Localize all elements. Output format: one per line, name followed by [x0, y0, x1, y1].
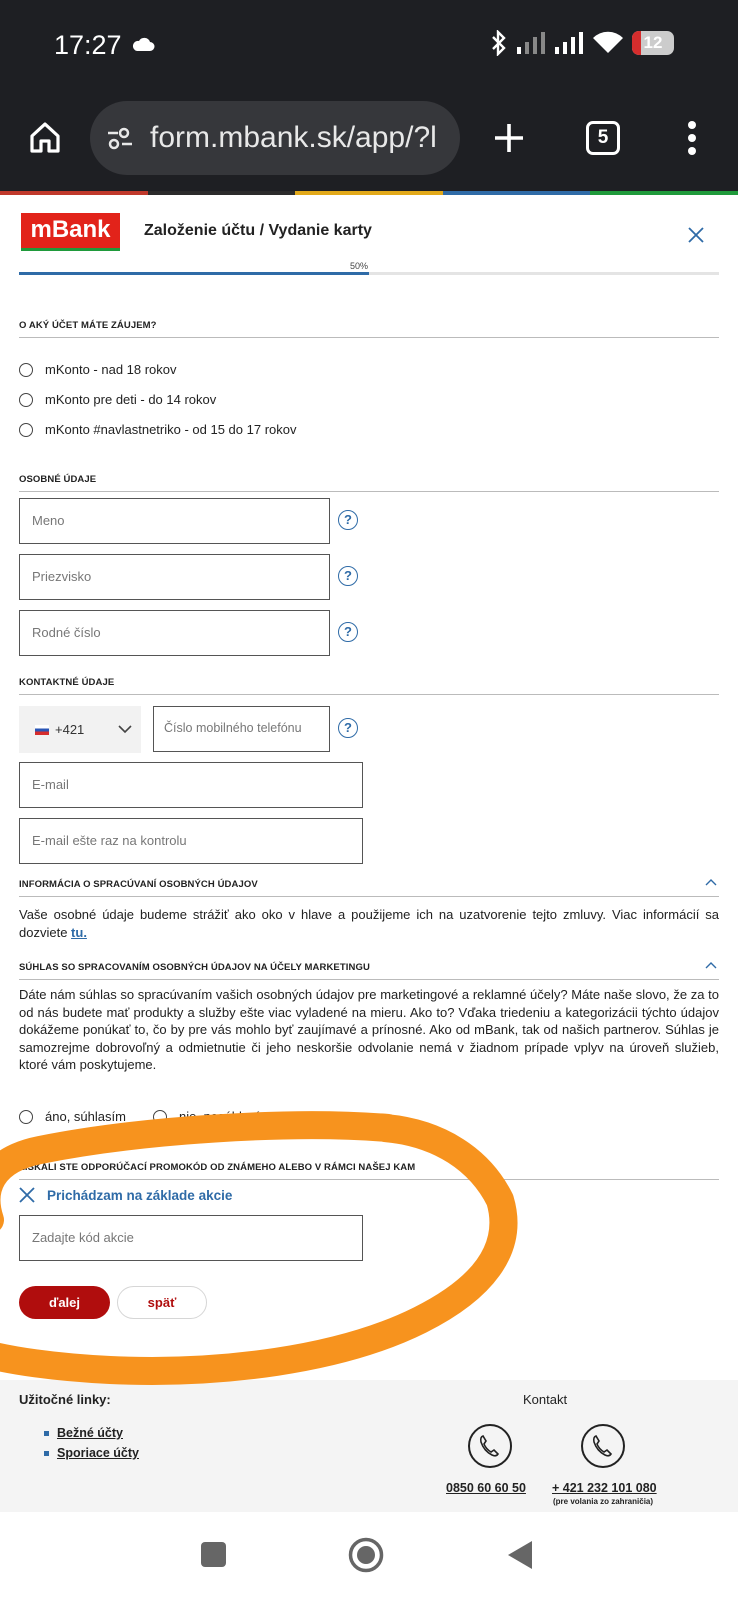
radio-button[interactable] — [19, 423, 33, 437]
status-bar — [0, 0, 738, 92]
chevron-up-icon[interactable] — [705, 878, 717, 886]
address-bar[interactable] — [90, 101, 460, 175]
home-button-icon[interactable] — [348, 1537, 384, 1573]
next-button[interactable]: ďalej — [19, 1286, 110, 1319]
contact-section-heading: KONTAKTNÉ ÚDAJE — [19, 677, 719, 695]
radio-button[interactable] — [153, 1110, 167, 1124]
phone-number-domestic[interactable]: 0850 60 60 50 — [446, 1481, 526, 1495]
first-name-input[interactable]: Meno — [19, 498, 330, 544]
marketing-consent-yes[interactable]: áno, súhlasím — [19, 1109, 126, 1124]
radio-option-teen[interactable]: mKonto #navlastnetriko - od 15 do 17 rokov — [19, 422, 296, 437]
cloud-icon — [131, 36, 155, 52]
new-tab-icon[interactable] — [493, 122, 525, 154]
phone-icon[interactable] — [468, 1424, 512, 1468]
email-confirm-input[interactable]: E-mail ešte raz na kontrolu — [19, 818, 363, 864]
phone-abroad-note: (pre volania zo zahraničia) — [553, 1497, 654, 1506]
radio-option-kids[interactable]: mKonto pre deti - do 14 rokov — [19, 392, 216, 407]
marketing-consent-no[interactable]: nie, nesúhlasím — [153, 1109, 270, 1124]
phone-prefix-select[interactable]: +421 — [19, 706, 141, 753]
signal-icon-2 — [554, 31, 584, 55]
close-icon[interactable] — [688, 227, 704, 243]
progress-fill — [19, 272, 369, 275]
help-icon[interactable]: ? — [338, 566, 358, 586]
phone-number-abroad[interactable]: + 421 232 101 080 — [552, 1481, 657, 1495]
useful-links-heading: Užitočné linky: — [19, 1392, 111, 1407]
personal-section-heading: OSOBNÉ ÚDAJE — [19, 474, 719, 492]
contact-heading: Kontakt — [523, 1392, 568, 1407]
site-settings-icon[interactable] — [106, 126, 134, 150]
browser-toolbar — [0, 92, 738, 192]
progress-label: 50% — [350, 261, 369, 271]
last-name-input[interactable]: Priezvisko — [19, 554, 330, 600]
promo-toggle-link[interactable]: Prichádzam na základe akcie — [19, 1187, 232, 1203]
mbank-logo: mBank — [21, 213, 120, 251]
radio-button[interactable] — [19, 1110, 33, 1124]
marketing-text: Dáte nám súhlas so spracúvaním vašich osobných údajov pre marketingové a reklamné účely? Máte naše slovo, že za to od nás budete mať produkty a služby ešte viac vyladené na mieru. Ako to? Vďaka triedeniu a kategorizácii týchto údajov dokážeme ponúkať to, čo by pre vás mohlo byť zaujímavé a prínosné. Ako od mBank, tak od našich partnerov. Súhlas je samozrejme dobrovoľný a odmietnutie či jeho neskoršie odvolanie nemá v žiadnom prípade vplyv na úroveň služieb, ktoré vám poskytujeme. — [19, 987, 719, 1072]
chevron-down-icon — [118, 725, 132, 734]
recent-apps-icon[interactable] — [200, 1541, 227, 1568]
slovakia-flag-icon — [35, 725, 49, 735]
bluetooth-icon — [490, 30, 508, 56]
marketing-section-heading[interactable]: SÚHLAS SO SPRACOVANÍM OSOBNÝCH ÚDAJOV NA ÚČELY MARKETINGU — [19, 962, 719, 980]
footer-link-savings-accounts[interactable]: Sporiace účty — [44, 1446, 139, 1460]
more-menu-icon[interactable] — [686, 120, 698, 156]
phone-icon[interactable] — [581, 1424, 625, 1468]
privacy-text: Vaše osobné údaje budeme strážiť ako oko v hlave a použijeme ich na uzatvorenie tejto zmluvy. Viac informácií sa dozviete tu. — [19, 907, 719, 940]
wifi-icon — [592, 31, 624, 55]
privacy-link[interactable]: tu. — [71, 924, 87, 940]
close-icon[interactable] — [19, 1187, 35, 1203]
birth-number-input[interactable]: Rodné číslo — [19, 610, 330, 656]
clock: 17:27 — [54, 30, 122, 60]
back-button[interactable]: späť — [117, 1286, 207, 1319]
page-title: Založenie účtu / Vydanie karty — [144, 222, 372, 239]
footer-link-current-accounts[interactable]: Bežné účty — [44, 1426, 123, 1440]
footer — [0, 1380, 738, 1512]
account-section-heading: O AKÝ ÚČET MÁTE ZÁUJEM? — [19, 320, 719, 338]
help-icon[interactable]: ? — [338, 718, 358, 738]
help-icon[interactable]: ? — [338, 510, 358, 530]
email-input[interactable]: E-mail — [19, 762, 363, 808]
help-icon[interactable]: ? — [338, 622, 358, 642]
radio-option-adult[interactable]: mKonto - nad 18 rokov — [19, 362, 177, 377]
brand-stripe — [0, 191, 738, 195]
signal-icon — [516, 31, 546, 55]
promo-code-input[interactable]: Zadajte kód akcie — [19, 1215, 363, 1261]
android-nav-bar — [0, 1512, 738, 1599]
back-nav-icon[interactable] — [506, 1539, 534, 1571]
url-text[interactable]: form.mbank.sk/app/?l — [150, 121, 437, 154]
battery-indicator: 12 — [632, 31, 674, 55]
privacy-section-heading[interactable]: INFORMÁCIA O SPRACÚVANÍ OSOBNÝCH ÚDAJOV — [19, 879, 719, 897]
tab-switcher-button[interactable]: 5 — [586, 121, 620, 155]
home-icon[interactable] — [28, 120, 62, 154]
chevron-up-icon[interactable] — [705, 961, 717, 969]
phone-input[interactable]: Číslo mobilného telefónu — [153, 706, 330, 752]
radio-button[interactable] — [19, 393, 33, 407]
progress-bar — [19, 272, 719, 275]
radio-button[interactable] — [19, 363, 33, 377]
promo-section-heading: ZÍSKALI STE ODPORÚČACÍ PROMOKÓD OD ZNÁMEHO ALEBO V RÁMCI NAŠEJ KAM — [19, 1162, 719, 1180]
